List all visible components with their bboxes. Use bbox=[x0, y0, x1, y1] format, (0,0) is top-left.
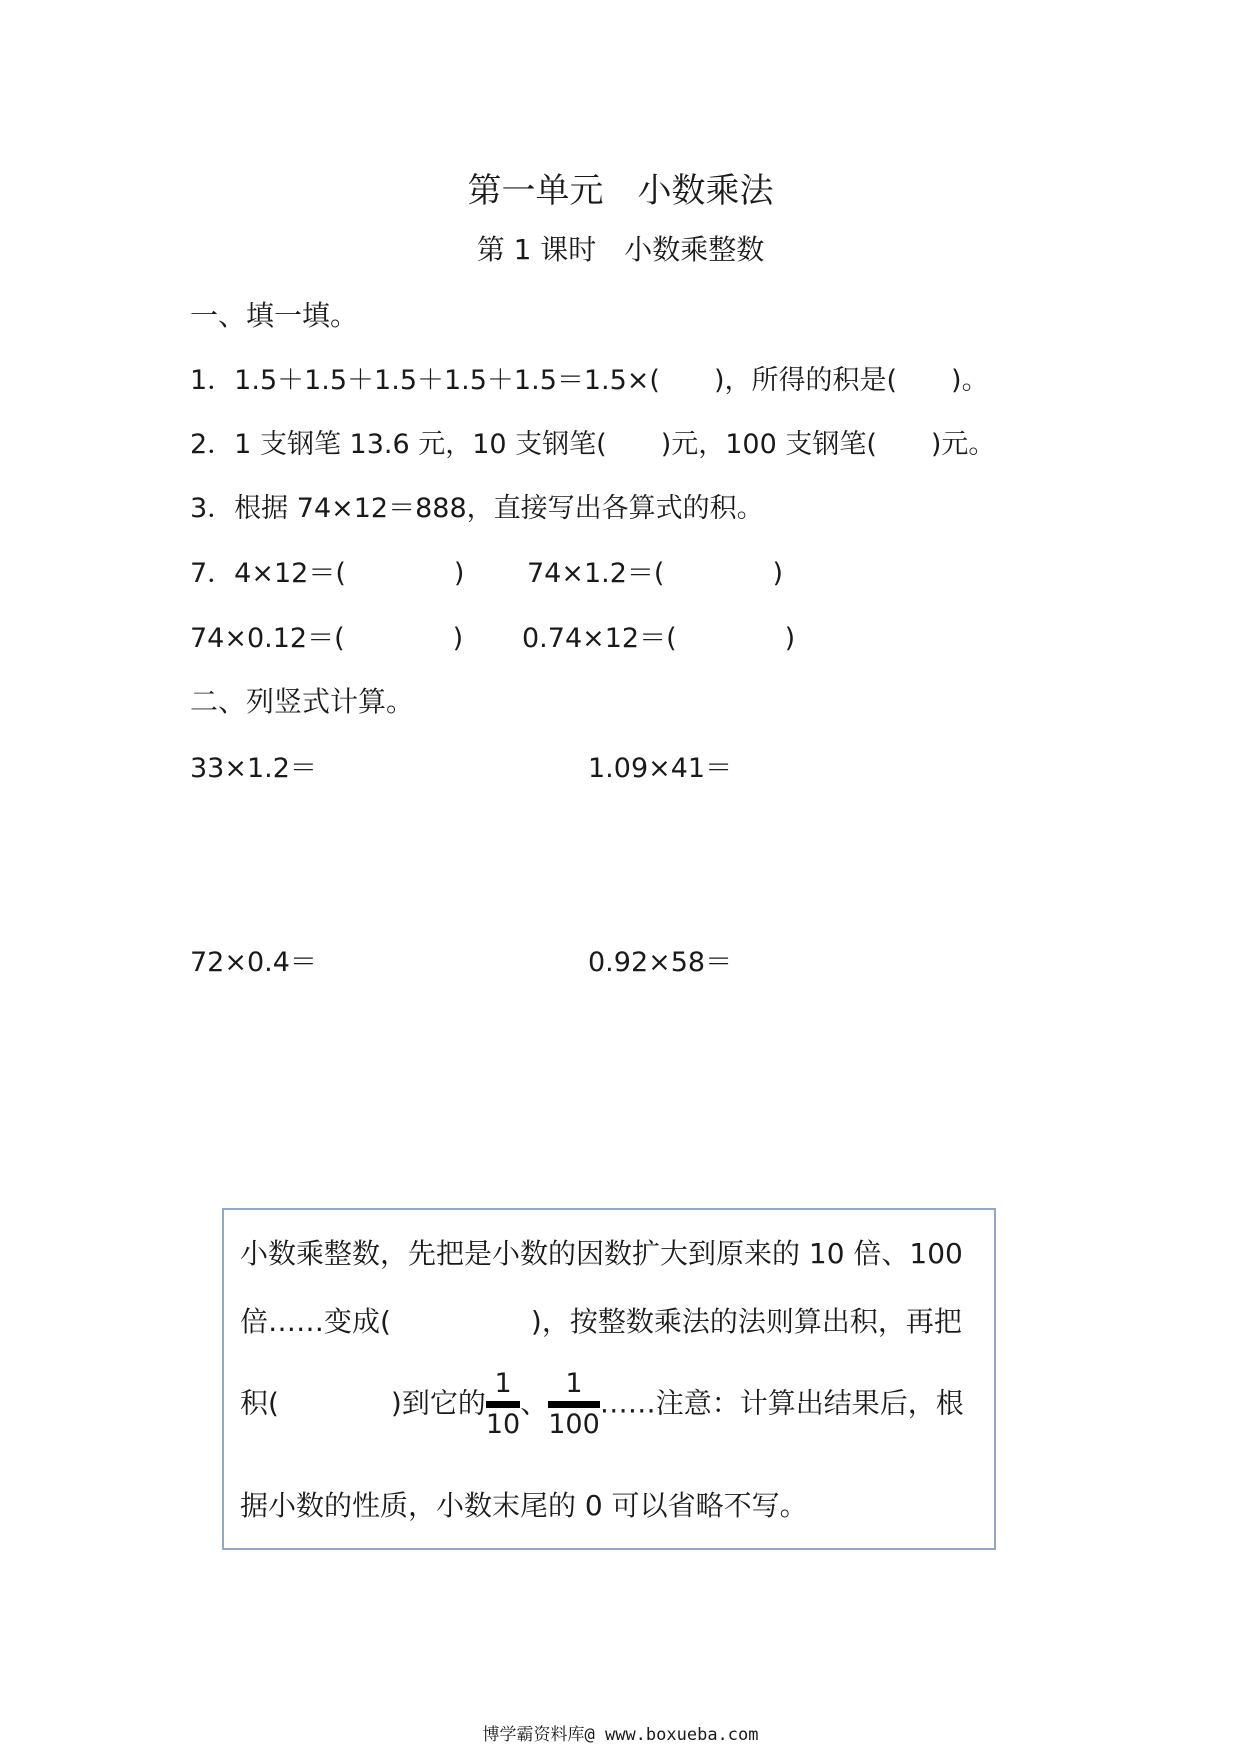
question-3: 3．根据 74×12＝888，直接写出各算式的积。 bbox=[190, 493, 764, 524]
tip-line-3 bbox=[240, 1368, 964, 1441]
q3-item-4: 0.74×12＝( ) bbox=[522, 623, 796, 654]
calc-item-2: 1.09×41＝ bbox=[588, 753, 733, 784]
section2-heading: 二、列竖式计算。 bbox=[190, 685, 415, 718]
fraction-one-hundredth bbox=[548, 1368, 600, 1441]
fraction-denominator: 100 bbox=[548, 1409, 600, 1440]
separator: 、 bbox=[520, 1386, 549, 1420]
unit-title: 第一单元 小数乘法 bbox=[467, 171, 774, 211]
fraction-denominator: 10 bbox=[485, 1409, 521, 1440]
tip-box bbox=[222, 1208, 996, 1550]
calc-item-3: 72×0.4＝ bbox=[190, 947, 317, 978]
calc-item-4: 0.92×58＝ bbox=[588, 947, 733, 978]
q3-item-1: 7．4×12＝( ) bbox=[190, 558, 465, 589]
fraction-one-tenth bbox=[486, 1368, 520, 1441]
fraction-numerator: 1 bbox=[494, 1368, 512, 1399]
tip-line-3-start: 积( )到它的 bbox=[240, 1386, 486, 1420]
fraction-numerator: 1 bbox=[565, 1368, 583, 1399]
tip-line-2: 倍……变成( )，按整数乘法的法则算出积，再把 bbox=[240, 1305, 962, 1338]
tip-line-1: 小数乘整数，先把是小数的因数扩大到原来的 10 倍、100 bbox=[240, 1237, 963, 1270]
footer-watermark: 博学霸资料库@ www.boxueba.com bbox=[482, 1725, 759, 1745]
question-1: 1．1.5＋1.5＋1.5＋1.5＋1.5＝1.5×( )，所得的积是( )。 bbox=[190, 365, 989, 396]
q3-item-3: 74×0.12＝( ) bbox=[190, 623, 464, 654]
fraction-bar bbox=[486, 1401, 520, 1408]
tip-line-3-end: ……注意：计算出结果后，根 bbox=[599, 1386, 964, 1420]
tip-line-4: 据小数的性质，小数末尾的 0 可以省略不写。 bbox=[240, 1489, 808, 1522]
question-2: 2．1 支钢笔 13.6 元，10 支钢笔( )元，100 支钢笔( )元。 bbox=[190, 429, 996, 460]
q3-item-2: 74×1.2＝( ) bbox=[527, 558, 783, 589]
calc-item-1: 33×1.2＝ bbox=[190, 753, 317, 784]
section1-heading: 一、填一填。 bbox=[190, 299, 359, 332]
fraction-bar bbox=[548, 1401, 600, 1408]
lesson-title: 第 1 课时 小数乘整数 bbox=[476, 233, 765, 266]
